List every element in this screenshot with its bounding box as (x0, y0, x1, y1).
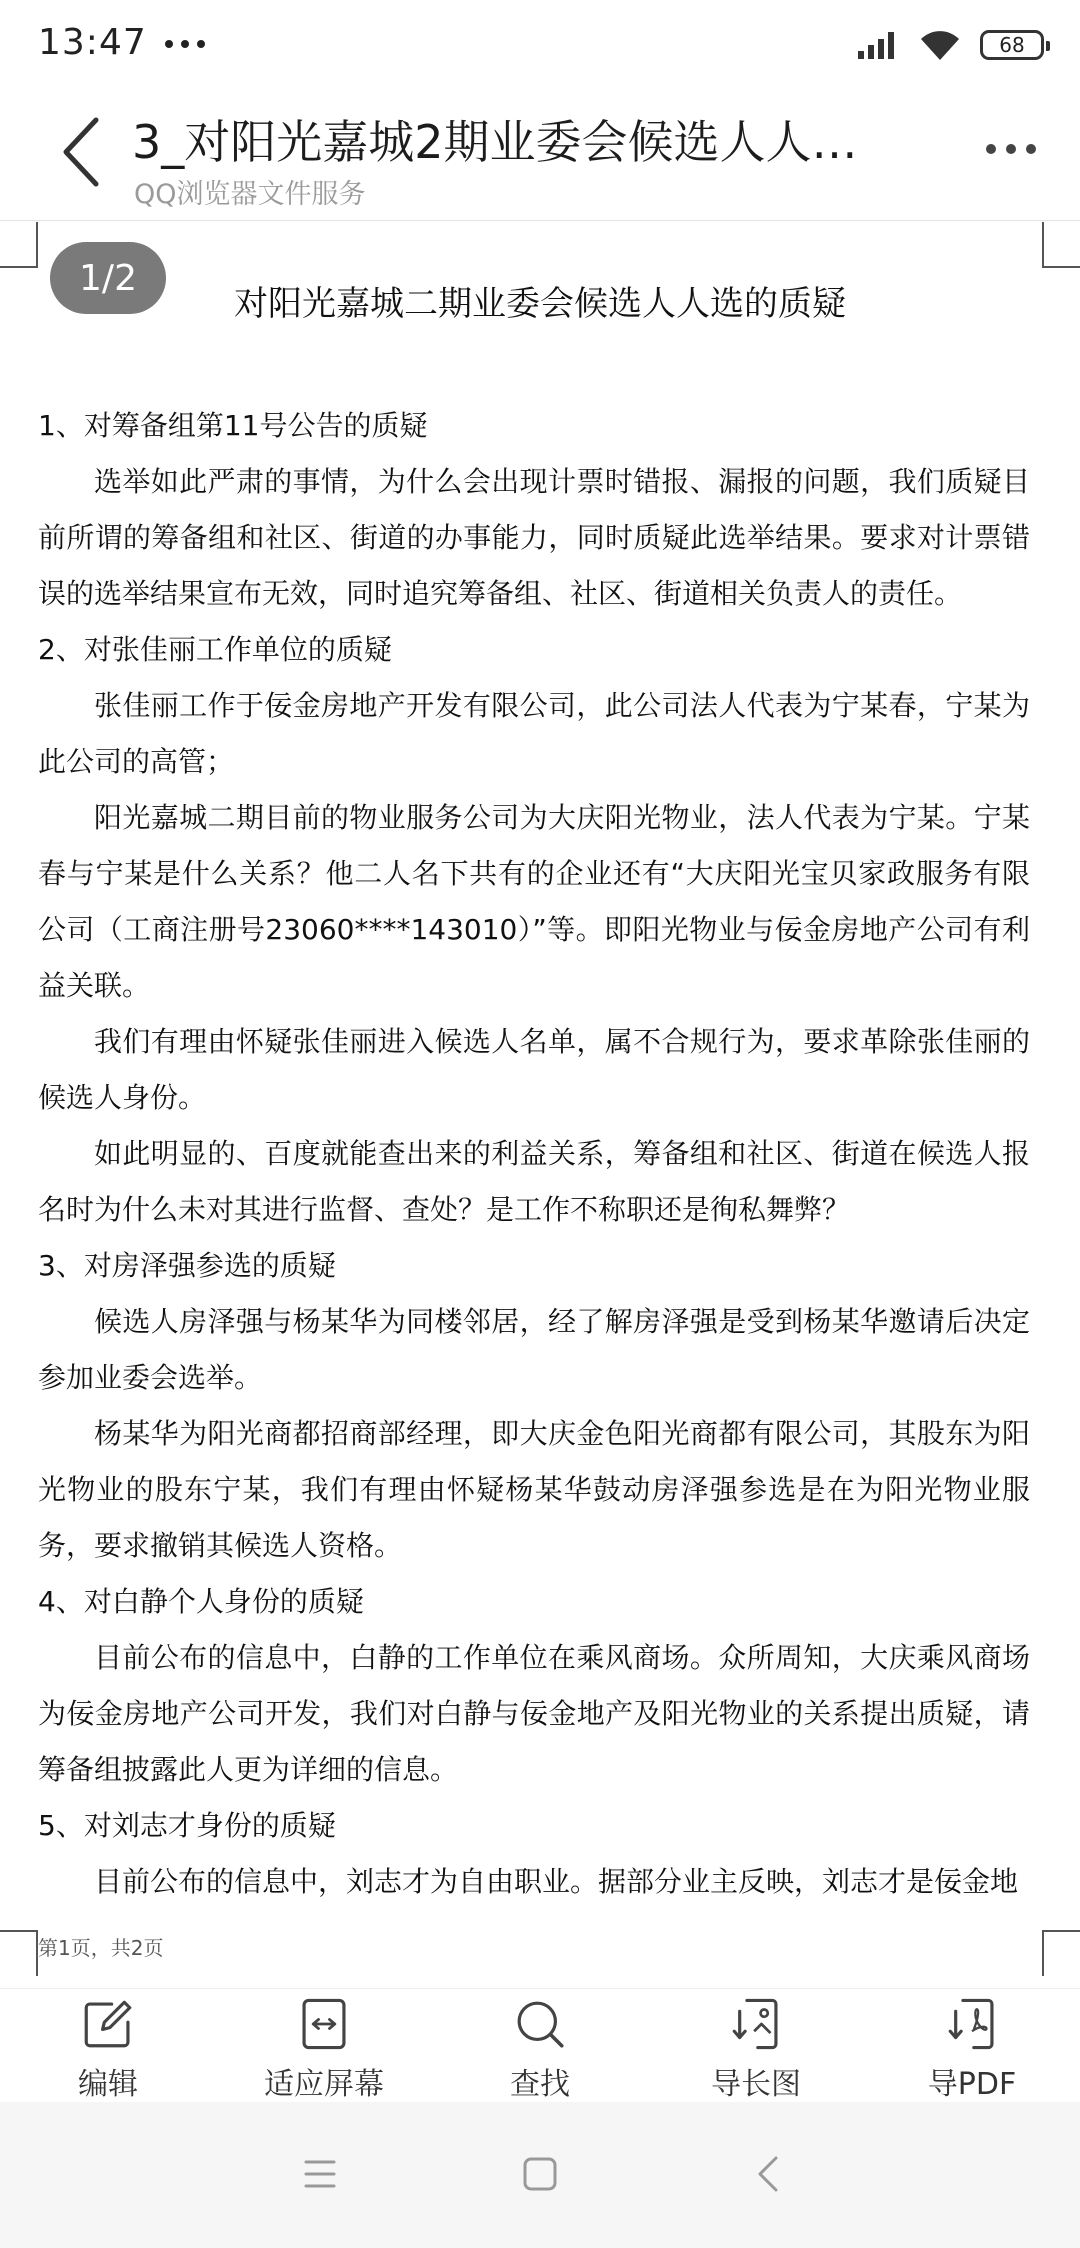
paragraph: 阳光嘉城二期目前的物业服务公司为大庆阳光物业，法人代表为宁某。宁某春与宁某是什么关系？他二人名下共有的企业还有“大庆阳光宝贝家政服务有限公司（工商注册号23060****143010）”等。即阳光物业与佞金房地产公司有利益关联。 (38, 801, 1030, 1002)
page-corner-mark (0, 222, 38, 268)
battery-level: 68 (999, 33, 1025, 57)
nav-back-icon[interactable] (740, 2144, 800, 2204)
search-label: 查找 (510, 2067, 570, 2102)
status-time: 13:47 (38, 22, 147, 63)
paragraph: 杨某华为阳光商都招商部经理，即大庆金色阳光商都有限公司，其股东为阳光物业的股东宁某，我们有理由怀疑杨某华鼓动房泽强参选是在为阳光物业服务，要求撤销其候选人资格。 (38, 1417, 1030, 1562)
section-title: 3、对房泽强参选的质疑 (38, 1249, 336, 1282)
paragraph: 我们有理由怀疑张佳丽进入候选人名单，属不合规行为，要求革除张佳丽的候选人身份。 (38, 1025, 1030, 1114)
divider (0, 220, 1080, 221)
export-image-button[interactable] (666, 1989, 846, 2103)
document-subtitle: QQ浏览器文件服务 (134, 179, 366, 210)
edit-button[interactable] (18, 1989, 198, 2103)
section-title: 4、对白静个人身份的质疑 (38, 1585, 364, 1618)
page-corner-mark (0, 1930, 38, 1976)
search-icon (508, 1995, 572, 2053)
notification-more-icon (165, 40, 205, 48)
paragraph: 目前公布的信息中，白静的工作单位在乘风商场。众所周知，大庆乘风商场为佞金房地产公司开发，我们对白静与佞金地产及阳光物业的关系提出质疑，请筹备组披露此人更为详细的信息。 (38, 1641, 1030, 1786)
page-corner-mark (1042, 1930, 1080, 1976)
export-image-icon (724, 1995, 788, 2053)
section-title: 1、对筹备组第11号公告的质疑 (38, 409, 428, 442)
section-title: 5、对刘志才身份的质疑 (38, 1809, 336, 1842)
fit-screen-label: 适应屏幕 (264, 2067, 384, 2102)
page-indicator: 1/2 (50, 242, 166, 314)
edit-icon (76, 1995, 140, 2053)
wifi-icon (918, 28, 962, 62)
section-title: 2、对张佳丽工作单位的质疑 (38, 633, 392, 666)
system-nav-bar (0, 2102, 1080, 2248)
page-footer: 第1页，共2页 (38, 1936, 164, 1960)
fit-screen-button[interactable] (234, 1989, 414, 2103)
paragraph: 候选人房泽强与杨某华为同楼邻居，经了解房泽强是受到杨某华邀请后决定参加业委会选举。 (38, 1305, 1030, 1394)
paragraph: 张佳丽工作于佞金房地产开发有限公司，此公司法人代表为宁某春，宁某为此公司的高管； (38, 689, 1030, 778)
export-pdf-label: 导PDF (927, 2067, 1017, 2102)
paragraph: 如此明显的、百度就能查出来的利益关系，筹备组和社区、街道在候选人报名时为什么未对其进行监督、查处？是工作不称职还是徇私舞弊？ (38, 1137, 1030, 1226)
search-button[interactable] (450, 1989, 630, 2103)
document-body (38, 398, 1030, 1910)
menu-icon[interactable] (290, 2144, 350, 2204)
export-pdf-icon (940, 1995, 1004, 2053)
bottom-toolbar (0, 1988, 1080, 2103)
fit-screen-icon (292, 1995, 356, 2053)
export-image-label: 导长图 (711, 2067, 801, 2102)
signal-icon (856, 29, 900, 61)
paragraph: 目前公布的信息中，刘志才为自由职业。据部分业主反映，刘志才是佞金地 (94, 1865, 1019, 1898)
back-arrow-icon[interactable] (52, 112, 112, 192)
title-bar (0, 96, 1080, 220)
export-pdf-button[interactable] (882, 1989, 1062, 2103)
more-options-icon[interactable] (986, 144, 1036, 154)
home-icon[interactable] (510, 2144, 570, 2204)
document-heading: 对阳光嘉城二期业委会候选人人选的质疑 (234, 284, 846, 324)
paragraph: 选举如此严肃的事情，为什么会出现计票时错报、漏报的问题，我们质疑目前所谓的筹备组和社区、街道的办事能力，同时质疑此选举结果。要求对计票错误的选举结果宣布无效，同时追究筹备组、社区、街道相关负责人的责任。 (38, 465, 1030, 610)
document-title: 3_对阳光嘉城2期业委会候选人人… (132, 115, 858, 169)
battery-icon (980, 30, 1044, 60)
page-corner-mark (1042, 222, 1080, 268)
edit-label: 编辑 (78, 2067, 138, 2102)
status-bar (0, 0, 1080, 96)
